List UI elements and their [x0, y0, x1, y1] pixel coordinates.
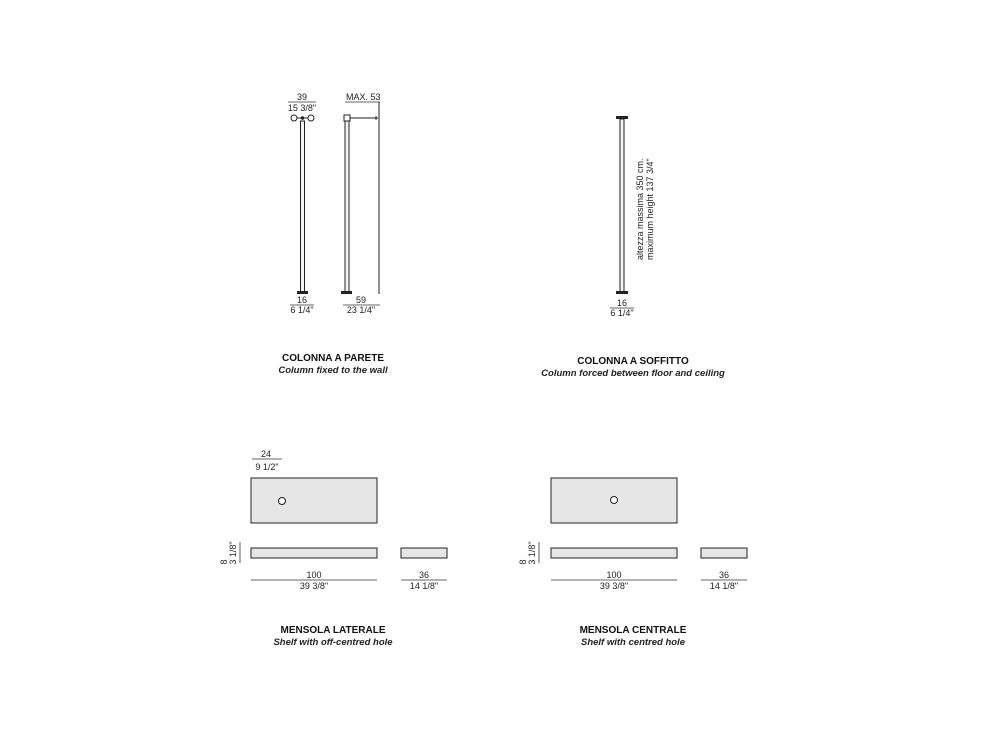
dim-length-imperial: 39 3/8" [599, 581, 629, 591]
dim-side-top-label: MAX. 53 [346, 92, 381, 102]
dim-thickness-imperial: 3 1/8" [527, 541, 537, 565]
bracket-knob-right [308, 115, 314, 121]
dim-depth-imperial: 14 1/8" [709, 581, 739, 591]
dim-ceiling-base-imperial: 6 1/4" [610, 308, 634, 318]
arm-clamp [344, 115, 350, 121]
shelf-hole [611, 497, 618, 504]
dim-length-imperial: 39 3/8" [299, 581, 329, 591]
dim-depth-imperial: 14 1/8" [409, 581, 439, 591]
ceiling-column-title: COLONNA A SOFFITTO [577, 356, 689, 367]
wall-column-subtitle: Column fixed to the wall [278, 365, 388, 376]
dim-depth-metric: 36 [718, 570, 730, 580]
ceiling-height-italian: altezza massima 350 cm. [635, 158, 645, 260]
central-shelf-title: MENSOLA CENTRALE [579, 625, 687, 636]
dim-thickness-metric: 8 [518, 559, 528, 565]
shelf-hole [279, 498, 286, 505]
bracket-knob-left [291, 115, 297, 121]
dim-length-metric: 100 [606, 570, 622, 580]
column-base [341, 291, 352, 294]
ceiling-column-view [610, 116, 655, 318]
wall-column-front-view [288, 92, 316, 315]
lateral-shelf-title: MENSOLA LATERALE [280, 625, 386, 636]
column-pole [301, 121, 305, 292]
bracket-center [301, 116, 305, 120]
dim-front-base-metric: 16 [296, 295, 308, 305]
dim-ceiling-base-metric: 16 [616, 298, 628, 308]
dim-front-top-imperial: 15 3/8" [287, 103, 317, 113]
ceiling-height-english: maximum height 137 3/4" [645, 158, 655, 260]
wall-column-title: COLONNA A PARETE [281, 353, 385, 364]
column-base [297, 291, 308, 294]
dim-thickness-metric: 8 [219, 559, 229, 565]
central-shelf-subtitle: Shelf with centred hole [581, 637, 685, 648]
dim-side-base-imperial: 23 1/4" [346, 305, 376, 315]
lateral-shelf-subtitle: Shelf with off-centred hole [273, 637, 393, 648]
column-pole [620, 119, 624, 292]
column-pole [345, 121, 349, 292]
dim-depth-metric: 36 [418, 570, 430, 580]
column-base [616, 291, 628, 294]
shelf-side-view [401, 548, 447, 558]
lateral-shelf-view [219, 449, 447, 591]
shelf-side-view [701, 548, 747, 558]
dim-length-metric: 100 [306, 570, 322, 580]
dim-hole-metric: 24 [260, 449, 272, 459]
dim-front-top-metric: 39 [296, 92, 308, 102]
dim-side-base-metric: 59 [355, 295, 367, 305]
shelf-front-view [251, 548, 377, 558]
ceiling-column-subtitle: Column forced between floor and ceiling [541, 368, 725, 379]
dim-thickness-imperial: 3 1/8" [228, 541, 238, 565]
shelf-front-view [551, 548, 677, 558]
dim-front-base-imperial: 6 1/4" [290, 305, 314, 315]
dim-hole-imperial: 9 1/2" [255, 462, 279, 472]
shelf-top-view [251, 478, 377, 523]
wall-column-side-view [341, 92, 381, 315]
central-shelf-view [518, 478, 747, 591]
